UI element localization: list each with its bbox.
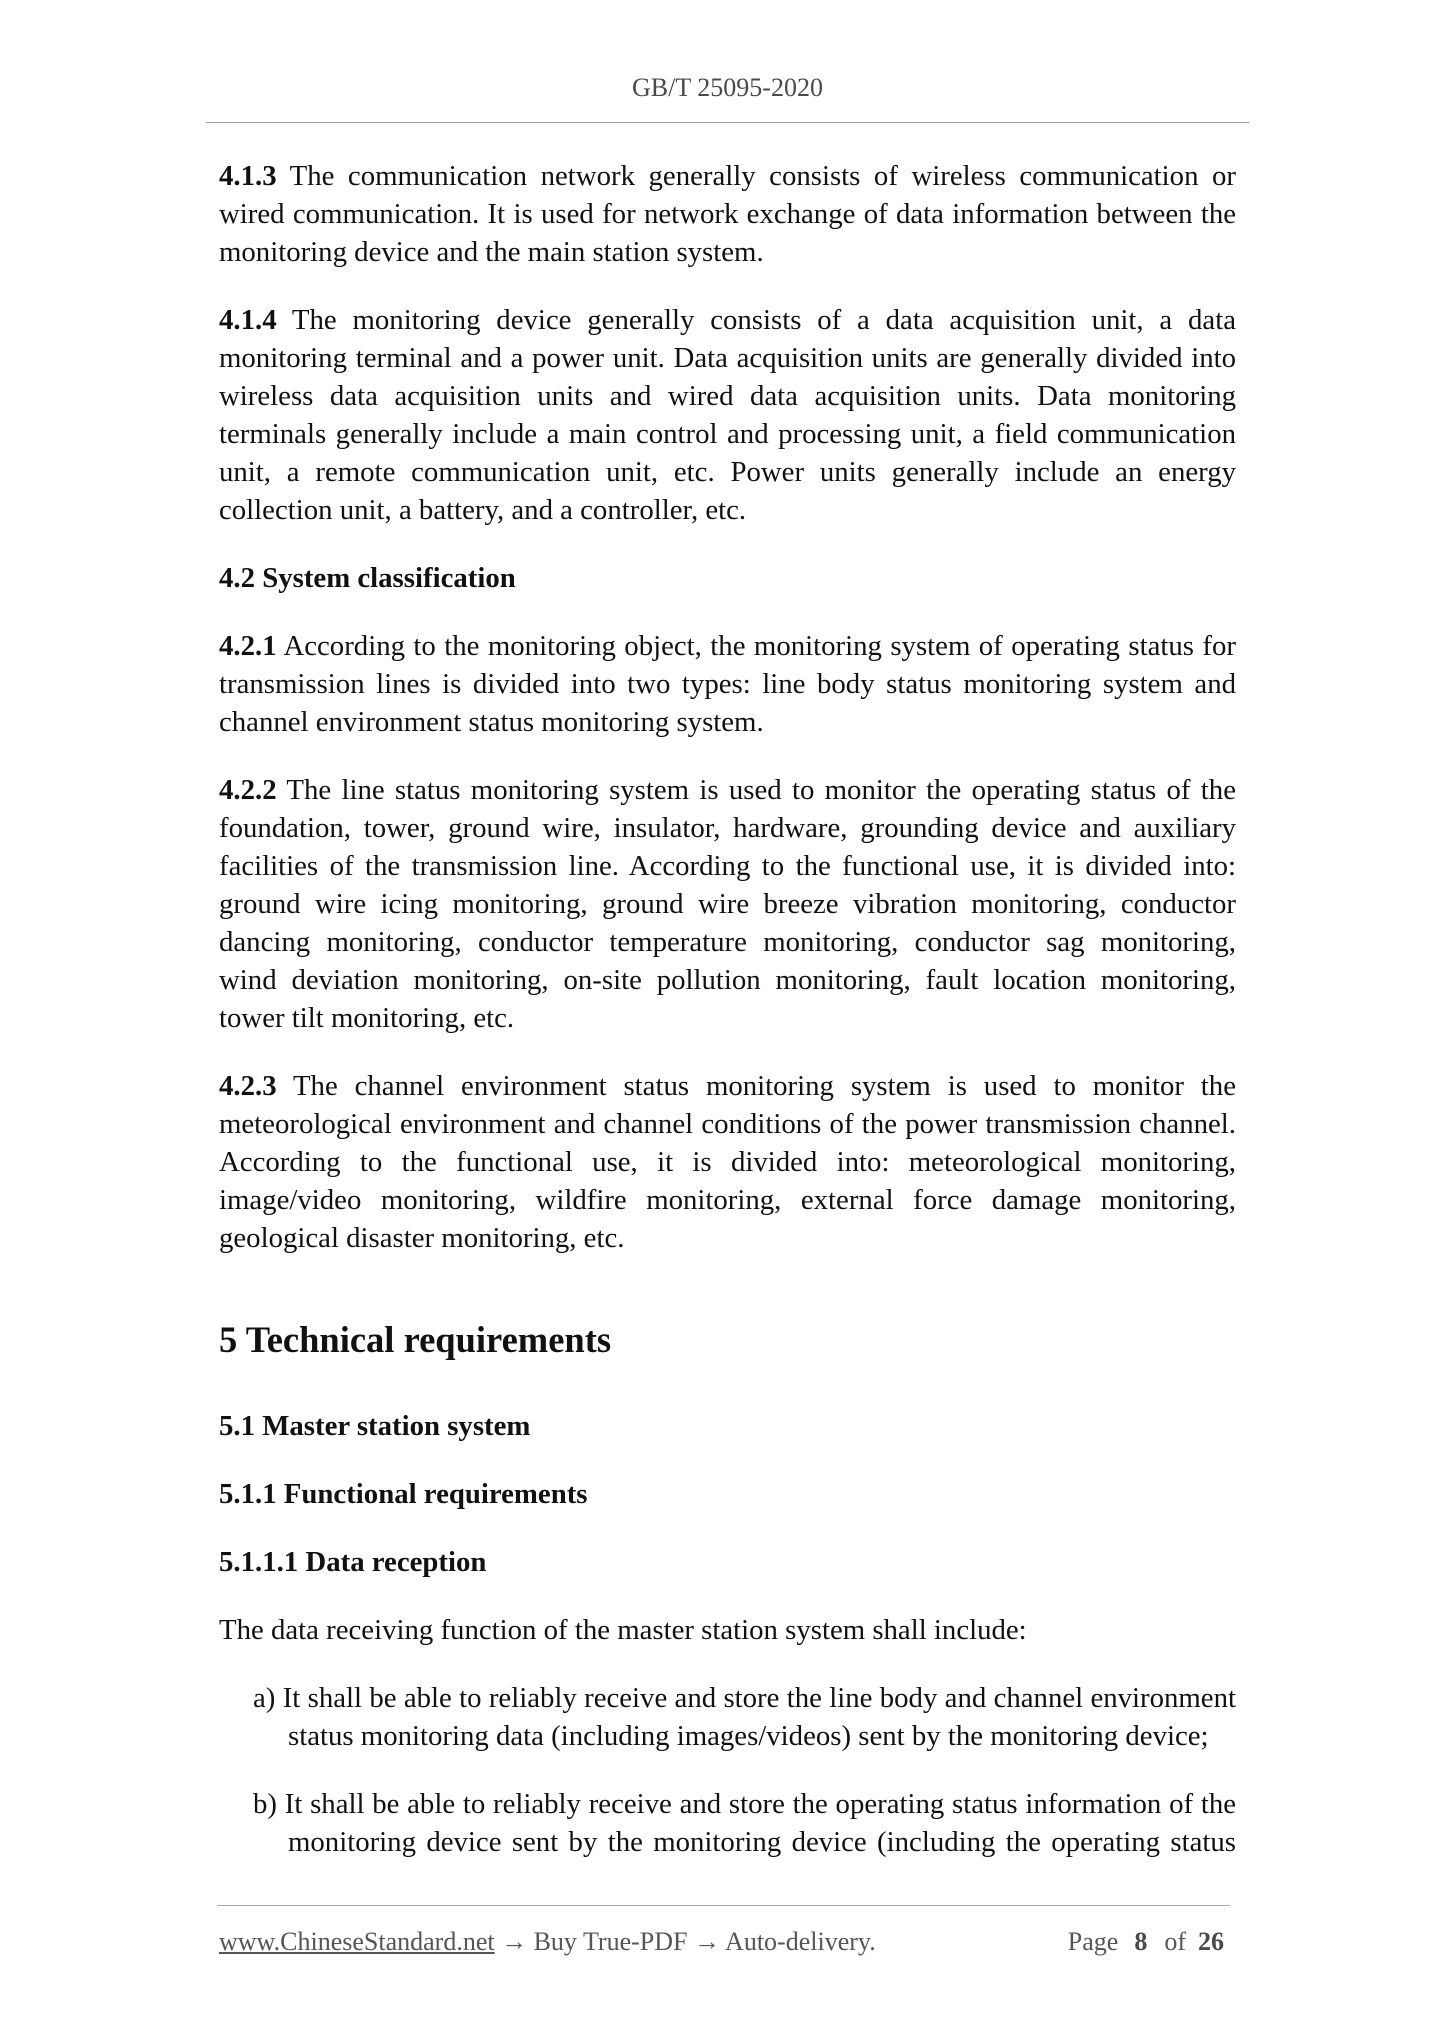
text-line: monitoring terminal and a power unit. Data acquisition units are generally divided into [219,342,1236,374]
text-line: monitoring device and the main station system. [219,236,764,268]
list-item-b [219,1785,1236,1861]
text-line [253,1679,1236,1717]
footer-promo [219,1926,876,1958]
clause-number: 4.2.2 [219,774,277,806]
section-heading-5-1-1-1 [219,1543,1236,1581]
text-line [219,1067,1236,1105]
list-item-text: It shall be able to reliably receive and store the operating status information of the [284,1788,1236,1820]
page-indicator [1068,1926,1224,1958]
text-line: ground wire icing monitoring, ground wire breeze vibration monitoring, conductor [219,888,1236,920]
list-marker: b) [253,1788,277,1820]
heading-title: System classification [262,562,516,594]
footer-rule [217,1905,1230,1906]
header-rule [206,122,1249,123]
text-line: terminals generally include a main control and processing unit, a field communication [219,418,1236,450]
list-item-text: It shall be able to reliably receive and store the line body and channel environment [282,1682,1236,1714]
text-line [253,1785,1236,1823]
heading-title: Technical requirements [245,1319,612,1360]
clause-text: The line status monitoring system is used to monitor the operating status of the [286,774,1236,806]
text-line: channel environment status monitoring system. [219,706,764,738]
page-total: 26 [1198,1927,1224,1956]
section-heading-4-2 [219,559,1236,597]
clause-number: 4.2.3 [219,1070,277,1102]
heading-number: 5.1.1 [219,1478,277,1510]
text-line: geological disaster monitoring, etc. [219,1222,625,1254]
clause-4-1-4 [219,301,1236,529]
text-line: image/video monitoring, wildfire monitoring, external force damage monitoring, [219,1184,1236,1216]
text-line: collection unit, a battery, and a controller, etc. [219,494,747,526]
heading-number: 5.1.1.1 [219,1546,299,1578]
clause-number: 4.2.1 [219,630,277,662]
clause-text: The monitoring device generally consists of a data acquisition unit, a data [291,304,1236,336]
clause-text: The channel environment status monitoring system is used to monitor the [292,1070,1236,1102]
chapter-heading-5 [219,1316,1236,1364]
text-line: facilities of the transmission line. According to the functional use, it is divided into: [219,850,1236,882]
data-reception-intro [219,1611,1236,1649]
text-line [219,771,1236,809]
clause-text: According to the monitoring object, the monitoring system of operating status for [283,630,1236,662]
section-heading-5-1 [219,1407,1236,1445]
footer-site-link[interactable]: www.ChineseStandard.net [219,1927,495,1956]
running-header-standard-code: GB/T 25095-2020 [632,73,823,102]
text-line: According to the functional use, it is divided into: meteorological monitoring, [219,1146,1236,1178]
heading-number: 5.1 [219,1410,255,1442]
text-line: foundation, tower, ground wire, insulator, hardware, grounding device and auxiliary [219,812,1236,844]
heading-title: Data reception [305,1546,487,1578]
list-marker: a) [253,1682,276,1714]
text-line: meteorological environment and channel conditions of the power transmission channel. [219,1108,1236,1140]
section-heading-5-1-1 [219,1475,1236,1513]
text-line: wired communication. It is used for network exchange of data information between the [219,198,1236,230]
text-line: wireless data acquisition units and wired data acquisition units. Data monitoring [219,380,1236,412]
page-body [219,157,1236,1861]
clause-4-1-3 [219,157,1236,271]
text-line: tower tilt monitoring, etc. [219,1002,515,1034]
list-item-a [219,1679,1236,1755]
page-of-label: of [1164,1927,1186,1956]
clause-number: 4.1.3 [219,160,277,192]
text-line: monitoring device sent by the monitoring device (including the operating status [288,1826,1236,1858]
heading-number: 5 [219,1319,238,1360]
text-line: dancing monitoring, conductor temperature monitoring, conductor sag monitoring, [219,926,1236,958]
clause-number: 4.1.4 [219,304,277,336]
text-line: unit, a remote communication unit, etc. Power units generally include an energy [219,456,1236,488]
heading-title: Master station system [262,1410,531,1442]
footer-promo-text: → Buy True-PDF → Auto-delivery. [501,1927,876,1956]
text-line [219,301,1236,339]
page-number: 8 [1134,1927,1148,1956]
clause-4-2-2 [219,771,1236,1037]
text-line: wind deviation monitoring, on-site pollution monitoring, fault location monitoring, [219,964,1236,996]
heading-number: 4.2 [219,562,255,594]
clause-4-2-3 [219,1067,1236,1257]
page-label: Page [1067,1927,1119,1956]
text-line: transmission lines is divided into two types: line body status monitoring system and [219,668,1236,700]
text-line [219,627,1236,665]
text-line: status monitoring data (including images/videos) sent by the monitoring device; [288,1720,1209,1752]
heading-title: Functional requirements [283,1478,588,1510]
text-line: The data receiving function of the master station system shall include: [219,1614,1027,1646]
clause-4-2-1 [219,627,1236,741]
text-line [219,157,1236,195]
clause-text: The communication network generally consists of wireless communication or [289,160,1237,192]
